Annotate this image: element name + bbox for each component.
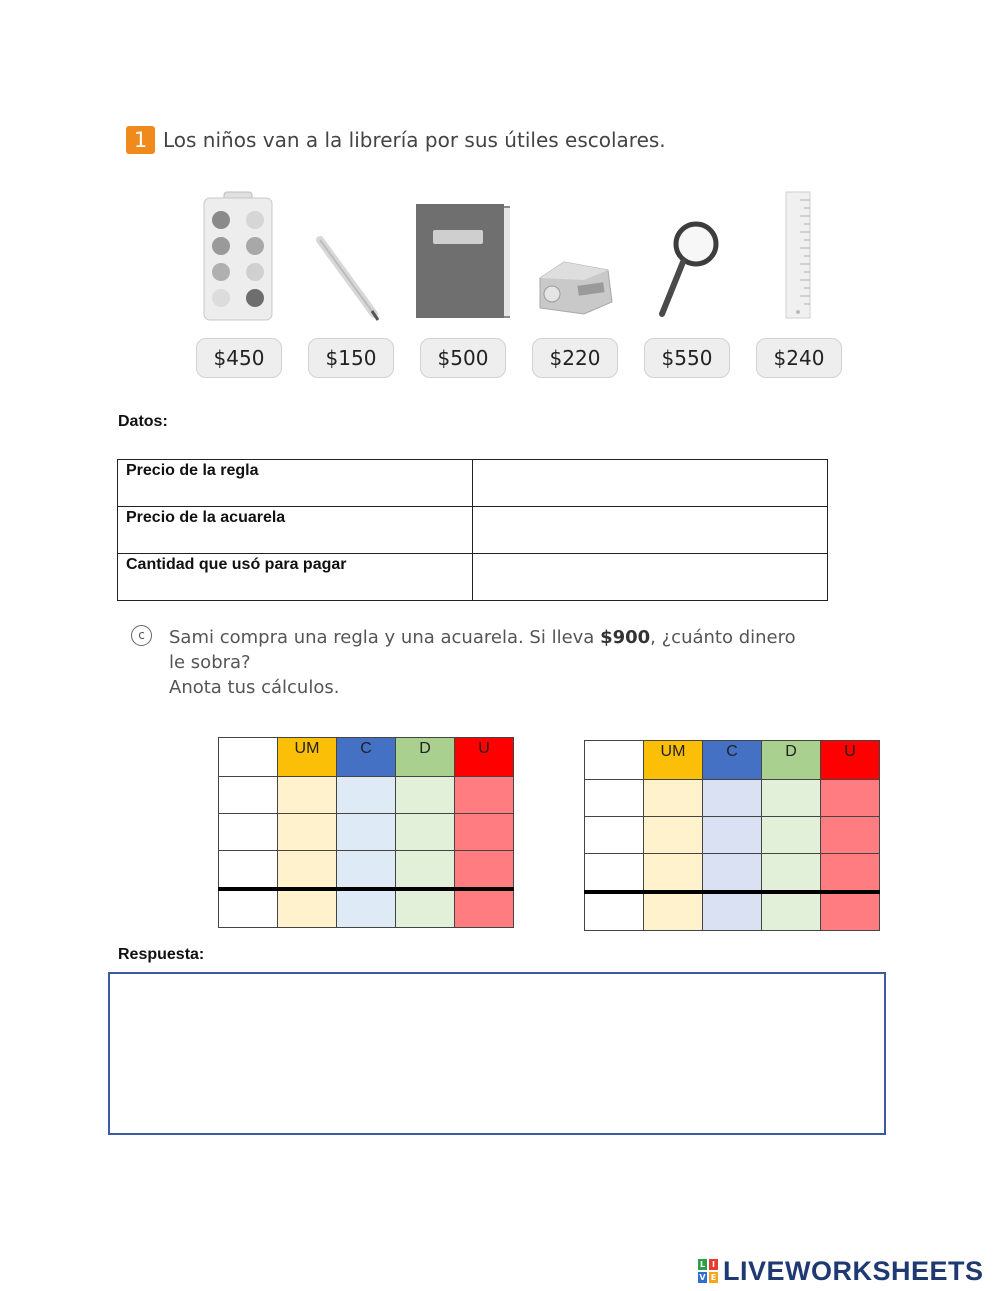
price-tag: $150 <box>308 338 394 378</box>
magnifying-glass-icon <box>630 190 742 330</box>
pv-cell[interactable] <box>821 817 880 854</box>
pv-result-cell[interactable] <box>703 892 762 931</box>
part-c-text: , ¿cuánto dinero <box>650 627 796 648</box>
pv-cell[interactable] <box>455 851 514 890</box>
pv-result-cell[interactable] <box>337 889 396 928</box>
datos-row <box>118 460 828 507</box>
pv-result-cell[interactable] <box>455 889 514 928</box>
datos-row <box>118 554 828 601</box>
price-tag: $500 <box>420 338 506 378</box>
datos-row-label: Cantidad que usó para pagar <box>118 554 473 601</box>
price-tag: $240 <box>756 338 842 378</box>
pv-cell[interactable] <box>278 814 337 851</box>
pv-cell[interactable] <box>455 814 514 851</box>
price-tag: $550 <box>644 338 730 378</box>
pv-header-u: U <box>821 741 880 780</box>
datos-answer-field[interactable] <box>473 554 828 601</box>
logo-text: LIVEWORKSHEETS <box>723 1255 984 1286</box>
logo-icon: L I V E <box>699 1260 717 1282</box>
pv-cell[interactable] <box>762 780 821 817</box>
pv-cell[interactable] <box>278 851 337 890</box>
part-c-text: Sami compra una regla y una acuarela. Si lleva <box>169 627 601 648</box>
ruler-icon <box>742 190 854 330</box>
pv-header-d: D <box>762 741 821 780</box>
datos-table <box>117 459 828 601</box>
pv-header-c: C <box>337 738 396 777</box>
pv-cell[interactable] <box>396 777 455 814</box>
respuesta-answer-box[interactable] <box>108 972 886 1135</box>
datos-row <box>118 507 828 554</box>
pv-cell[interactable] <box>585 741 644 780</box>
respuesta-label: Respuesta: <box>118 946 205 963</box>
watercolor-palette-icon <box>182 190 294 330</box>
pv-cell[interactable] <box>821 780 880 817</box>
product-sharpener <box>518 190 630 390</box>
pencil-icon <box>294 190 406 330</box>
part-c-money: $900 <box>600 627 651 648</box>
datos-answer-field[interactable] <box>473 460 828 507</box>
pv-cell[interactable] <box>278 777 337 814</box>
datos-row-label: Precio de la acuarela <box>118 507 473 554</box>
price-tag: $450 <box>196 338 282 378</box>
product-pencil <box>294 190 406 390</box>
datos-row-label: Precio de la regla <box>118 460 473 507</box>
question-number-badge: 1 <box>126 126 155 154</box>
pv-cell[interactable] <box>337 777 396 814</box>
notebook-icon <box>406 190 518 330</box>
pv-cell[interactable] <box>821 854 880 893</box>
product-ruler <box>742 190 854 390</box>
part-c-marker: c <box>131 625 152 646</box>
pv-cell[interactable] <box>585 780 644 817</box>
pv-cell[interactable] <box>337 814 396 851</box>
price-tag: $220 <box>532 338 618 378</box>
pv-cell[interactable] <box>396 851 455 890</box>
product-notebook <box>406 190 518 390</box>
pv-cell[interactable] <box>219 738 278 777</box>
pv-cell[interactable] <box>644 854 703 893</box>
pv-result-cell[interactable] <box>219 889 278 928</box>
pv-header-um: UM <box>644 741 703 780</box>
pv-cell[interactable] <box>396 814 455 851</box>
pv-cell[interactable] <box>219 777 278 814</box>
pv-cell[interactable] <box>585 854 644 893</box>
pv-cell[interactable] <box>644 780 703 817</box>
datos-answer-field[interactable] <box>473 507 828 554</box>
pv-cell[interactable] <box>703 817 762 854</box>
pv-result-cell[interactable] <box>644 892 703 931</box>
datos-label: Datos: <box>118 413 168 430</box>
pv-result-cell[interactable] <box>821 892 880 931</box>
pv-result-cell[interactable] <box>278 889 337 928</box>
pv-cell[interactable] <box>337 851 396 890</box>
question-text: Los niños van a la librería por sus útiles escolares. <box>163 128 666 152</box>
pv-cell[interactable] <box>703 780 762 817</box>
part-c-instruction: Anota tus cálculos. <box>169 677 340 698</box>
pv-cell[interactable] <box>219 851 278 890</box>
product-watercolor <box>182 190 294 390</box>
pv-cell[interactable] <box>219 814 278 851</box>
pv-cell[interactable] <box>703 854 762 893</box>
pv-header-u: U <box>455 738 514 777</box>
pv-header-c: C <box>703 741 762 780</box>
pv-result-cell[interactable] <box>396 889 455 928</box>
pv-cell[interactable] <box>585 817 644 854</box>
pv-cell[interactable] <box>455 777 514 814</box>
pv-result-cell[interactable] <box>762 892 821 931</box>
pv-header-um: UM <box>278 738 337 777</box>
sharpener-icon <box>518 190 630 330</box>
liveworksheets-logo <box>698 1254 984 1288</box>
place-value-grid-left <box>218 737 514 928</box>
pv-result-cell[interactable] <box>585 892 644 931</box>
part-c-text: le sobra? <box>169 652 251 673</box>
product-magnifier <box>630 190 742 390</box>
place-value-grid-right <box>584 740 880 931</box>
part-c-question <box>169 625 796 700</box>
pv-header-d: D <box>396 738 455 777</box>
pv-cell[interactable] <box>644 817 703 854</box>
pv-cell[interactable] <box>762 817 821 854</box>
pv-cell[interactable] <box>762 854 821 893</box>
